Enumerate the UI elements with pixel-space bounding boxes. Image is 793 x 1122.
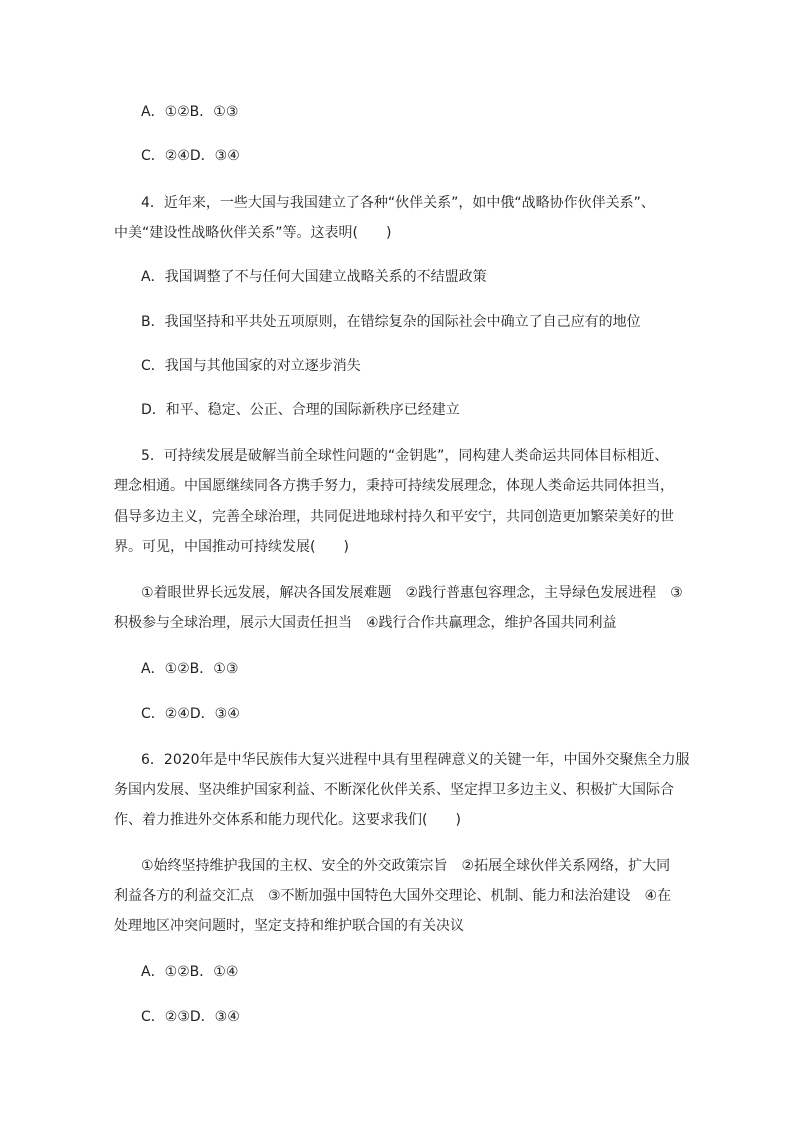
q3-option-cd: C．②④D．③④ [141, 148, 240, 164]
q6-statement-line-2: 利益各方的利益交汇点 ③不断加强中国特色大国外交理论、机制、能力和法治建设 ④在 [114, 888, 672, 904]
q5-stem-line-3: 倡导多边主义，完善全球治理，共同促进地球村持久和平安宁，共同创造更加繁荣美好的世 [114, 509, 674, 525]
q6-stem-line-2: 务国内发展、坚决维护国家利益、不断深化伙伴关系、坚定捍卫多边主义、积极扩大国际合 [114, 782, 674, 798]
q3-option-ab: A．①②B．①③ [141, 104, 239, 120]
q6-stem-line-3: 作、着力推进外交体系和能力现代化。这要求我们( ) [114, 812, 461, 828]
q5-option-cd: C．②④D．③④ [141, 706, 240, 722]
q6-option-cd: C．②③D．③④ [141, 1009, 240, 1025]
q5-stem-line-2: 理念相通。中国愿继续同各方携手努力，秉持可持续发展理念，体现人类命运共同体担当， [114, 478, 674, 494]
q4-option-a: A．我国调整了不与任何大国建立战略关系的不结盟政策 [141, 269, 487, 285]
q5-option-ab: A．①②B．①③ [141, 661, 239, 677]
q5-statement-line-1: ①着眼世界长远发展，解决各国发展难题 ②践行普惠包容理念，主导绿色发展进程 ③ [141, 585, 683, 601]
q5-stem-line-1: 5．可持续发展是破解当前全球性问题的“金钥匙”，同构建人类命运共同体目标相近、 [141, 448, 669, 464]
q6-stem-line-1: 6．2020年是中华民族伟大复兴进程中具有里程碑意义的关键一年，中国外交聚焦全力服 [141, 752, 690, 768]
q4-stem-line-2: 中美“建设性战略伙伴关系”等。这表明( ) [114, 225, 392, 241]
q5-statement-line-2: 积极参与全球治理，展示大国责任担当 ④践行合作共赢理念，维护各国共同利益 [114, 615, 617, 631]
q5-stem-line-4: 界。可见，中国推动可持续发展( ) [114, 539, 349, 555]
q4-option-c: C．我国与其他国家的对立逐步消失 [141, 358, 361, 374]
q6-statement-line-1: ①始终坚持维护我国的主权、安全的外交政策宗旨 ②拓展全球伙伴关系网络，扩大同 [141, 858, 671, 874]
q4-stem-line-1: 4．近年来，一些大国与我国建立了各种“伙伴关系”，如中俄“战略协作伙伴关系”、 [141, 195, 655, 211]
q4-option-b: B．我国坚持和平共处五项原则，在错综复杂的国际社会中确立了自己应有的地位 [141, 314, 641, 330]
q4-option-d: D．和平、稳定、公正、合理的国际新秩序已经建立 [141, 402, 460, 418]
q6-option-ab: A．①②B．①④ [141, 964, 239, 980]
q6-statement-line-3: 处理地区冲突问题时，坚定支持和维护联合国的有关决议 [114, 918, 464, 934]
